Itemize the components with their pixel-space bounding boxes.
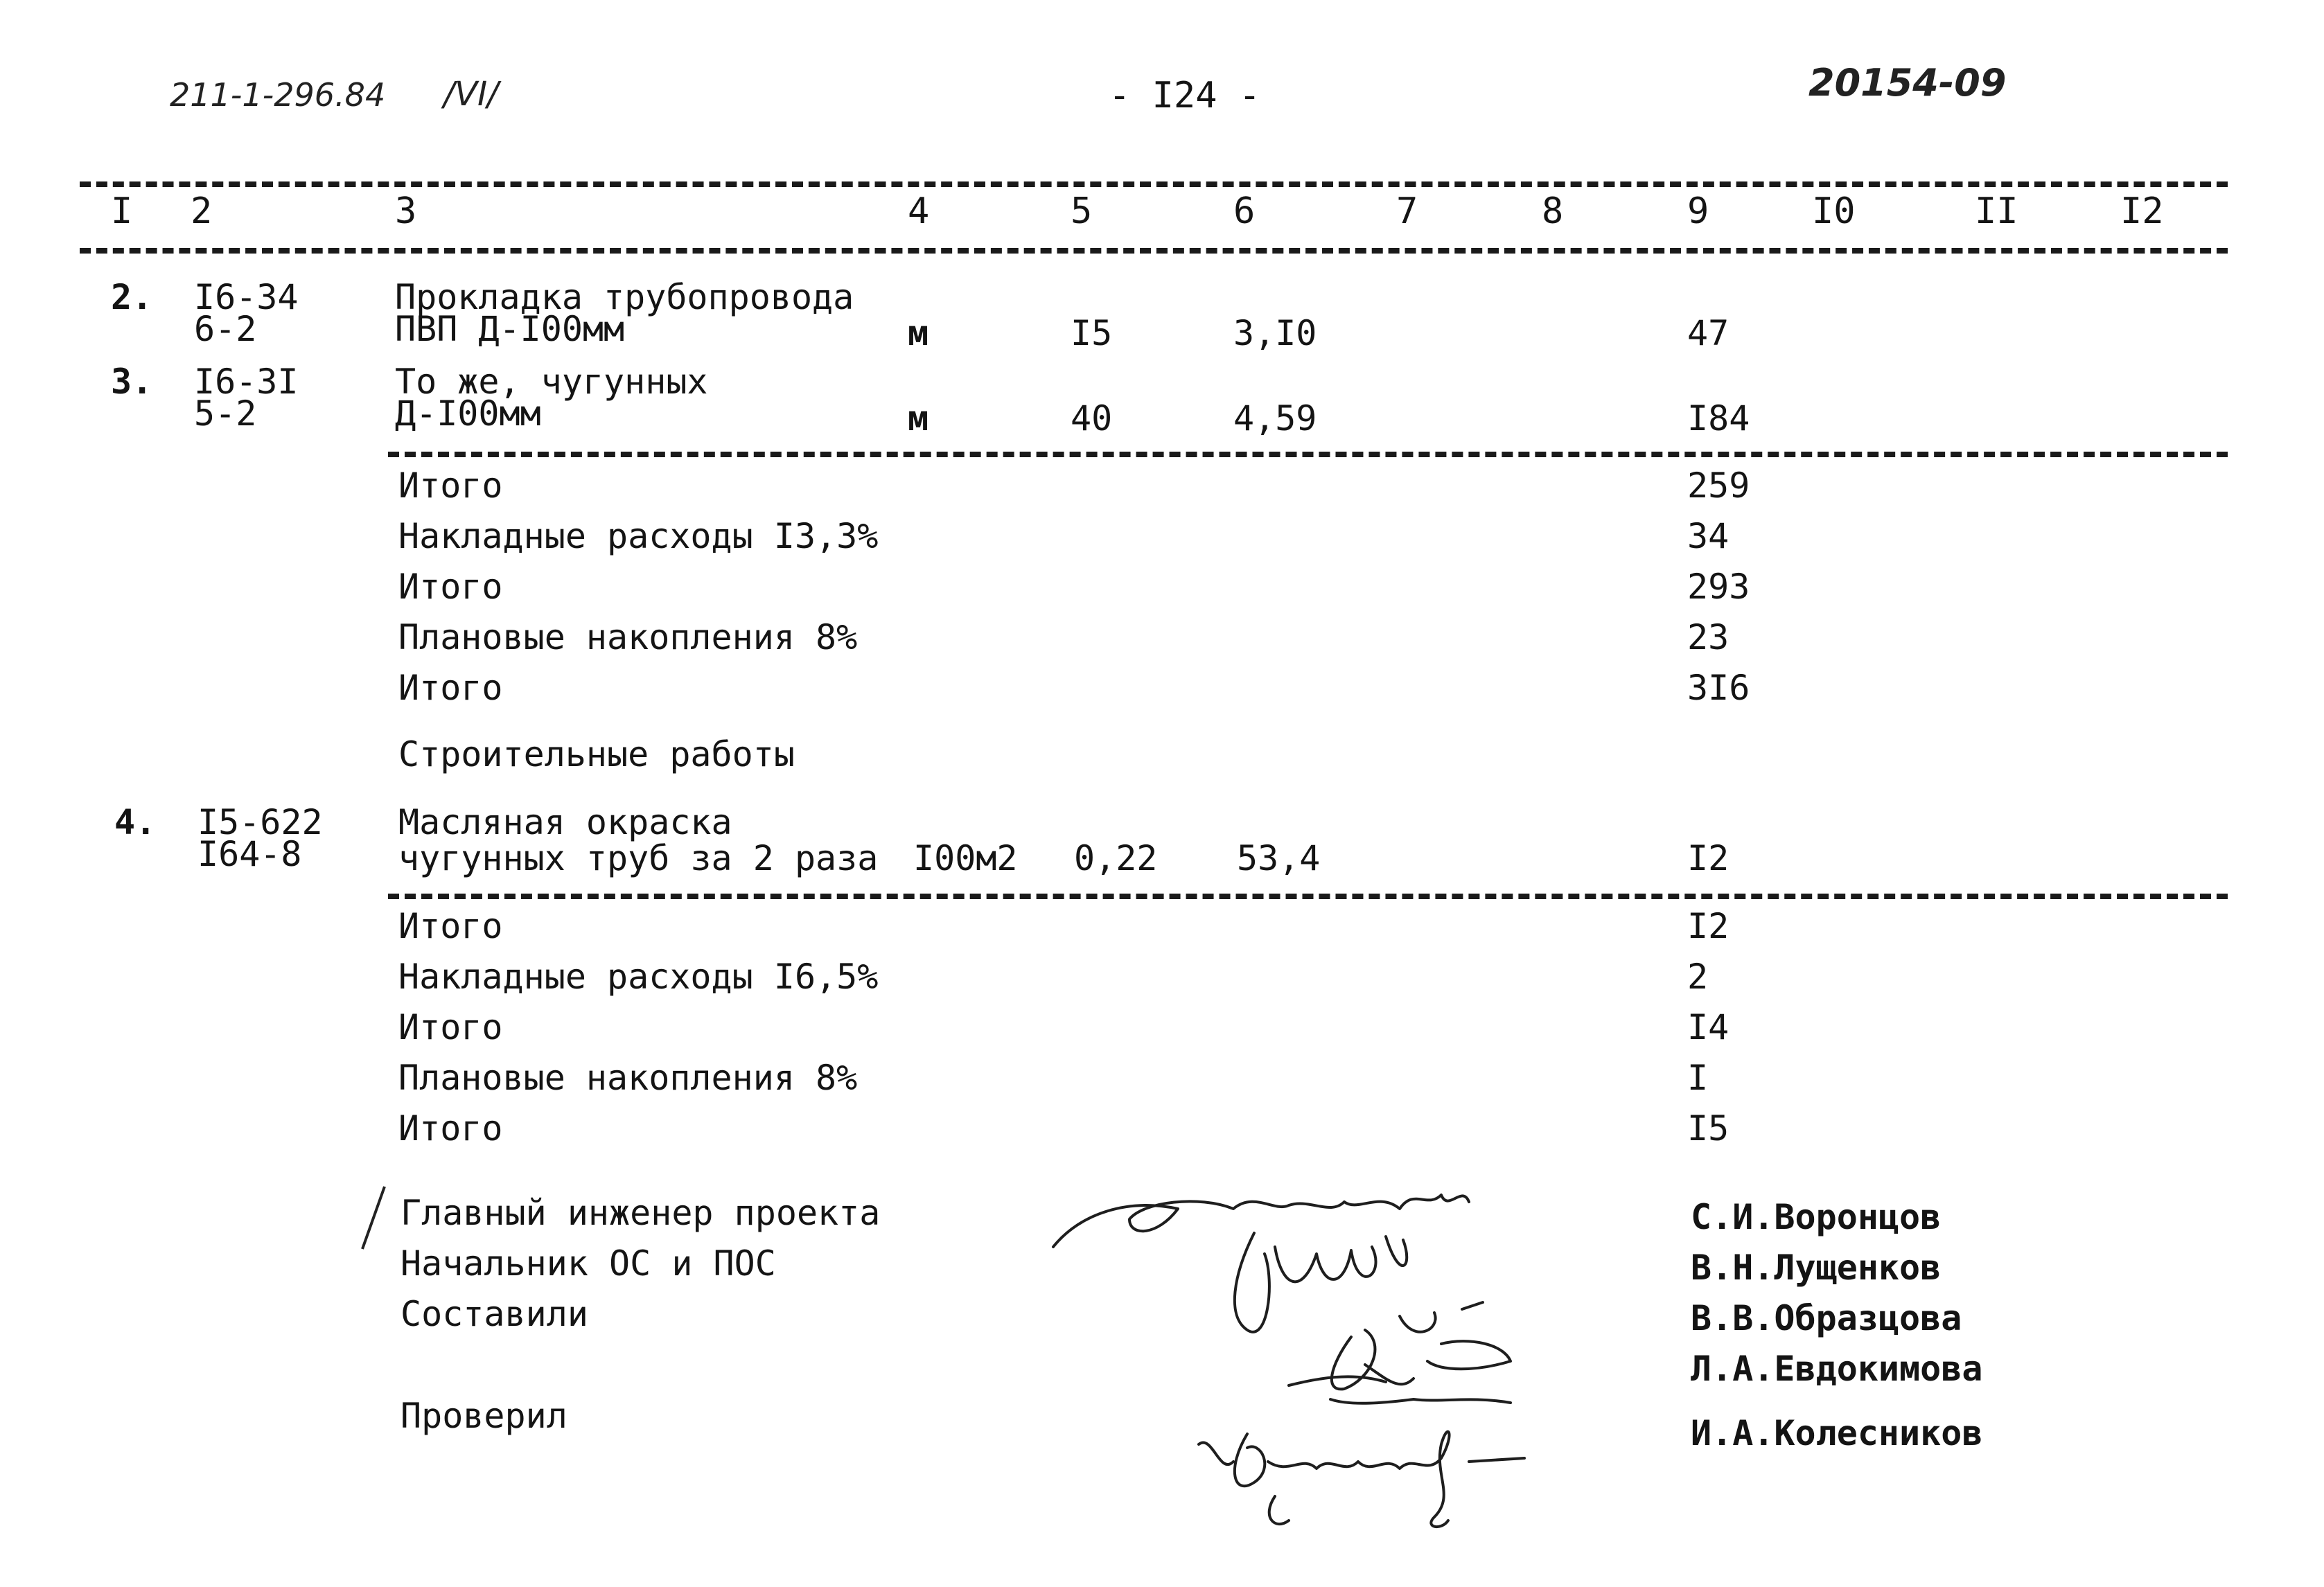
summary-label: Итого xyxy=(398,1108,503,1149)
row-number: 2. xyxy=(111,277,153,317)
col-2: 2 xyxy=(191,190,213,232)
document-code: 211-1-296.84 xyxy=(170,76,386,114)
row-qty: I5 xyxy=(1071,313,1113,353)
row-code-1: I6-3I xyxy=(194,362,299,402)
row-code-1: I5-622 xyxy=(197,802,323,842)
col-11: II xyxy=(1975,190,2018,232)
row-unit: м xyxy=(908,313,929,353)
section-number: /VI/ xyxy=(443,75,499,114)
handwritten-signatures xyxy=(1025,1171,1580,1531)
col-6: 6 xyxy=(1233,190,1256,232)
col-12: I2 xyxy=(2120,190,2164,232)
row-total: I84 xyxy=(1687,398,1750,438)
row-number: 3. xyxy=(111,362,153,402)
row-name-2: Д-I00мм xyxy=(395,393,541,434)
summary-label: Итого xyxy=(398,1007,503,1047)
name-3: В.В.Образцова xyxy=(1691,1298,1962,1338)
col-10: I0 xyxy=(1812,190,1856,232)
page-number: - I24 - xyxy=(1109,75,1261,116)
row-price: 53,4 xyxy=(1237,838,1321,878)
col-9: 9 xyxy=(1687,190,1709,232)
role-checked-by: Проверил xyxy=(400,1396,567,1436)
row-price: 3,I0 xyxy=(1233,313,1317,353)
row-name-2: ПВП Д-I00мм xyxy=(395,309,625,349)
col-4: 4 xyxy=(908,190,930,232)
row-name-1: То же, чугунных xyxy=(395,362,708,402)
summary-label: Плановые накопления 8% xyxy=(398,1058,858,1098)
summary-label: Итого xyxy=(398,906,503,946)
row-code-2: I64-8 xyxy=(197,834,302,874)
row-code-2: 5-2 xyxy=(194,393,257,434)
name-1: С.И.Воронцов xyxy=(1691,1197,1942,1237)
section-title: Строительные работы xyxy=(398,734,795,774)
summary-label: Итого xyxy=(398,466,503,506)
row-total: I2 xyxy=(1687,838,1729,878)
subtotal-rule xyxy=(388,894,2228,899)
row-qty: 40 xyxy=(1071,398,1113,438)
summary-value: I xyxy=(1687,1058,1709,1098)
row-price: 4,59 xyxy=(1233,398,1317,438)
summary-label: Накладные расходы I3,3% xyxy=(398,516,879,556)
name-5: И.А.Колесников xyxy=(1691,1413,1983,1453)
row-unit: I00м2 xyxy=(913,838,1018,878)
summary-label: Плановые накопления 8% xyxy=(398,617,858,657)
header-rule-top xyxy=(80,181,2228,187)
summary-label: Итого xyxy=(398,668,503,708)
role-chief-engineer: Главный инженер проекта xyxy=(400,1193,881,1233)
summary-value: 2 xyxy=(1687,957,1709,997)
role-department-head: Начальник ОС и ПОС xyxy=(400,1243,776,1284)
subtotal-rule xyxy=(388,452,2228,457)
row-name-1: Масляная окраска xyxy=(398,802,732,842)
row-name-2: чугунных труб за 2 раза xyxy=(398,838,879,878)
role-compiled-by: Составили xyxy=(400,1294,588,1334)
summary-value: 293 xyxy=(1687,567,1750,607)
row-number: 4. xyxy=(114,802,157,842)
summary-value: I2 xyxy=(1687,906,1729,946)
summary-value: 23 xyxy=(1687,617,1729,657)
row-code-2: 6-2 xyxy=(194,309,257,349)
name-2: В.Н.Лущенков xyxy=(1691,1248,1942,1288)
summary-value: I5 xyxy=(1687,1108,1729,1149)
col-1: I xyxy=(111,190,133,232)
slash-mark xyxy=(357,1183,391,1252)
header-rule-bottom xyxy=(80,248,2228,254)
summary-value: I4 xyxy=(1687,1007,1729,1047)
col-3: 3 xyxy=(395,190,417,232)
col-7: 7 xyxy=(1396,190,1418,232)
row-code-1: I6-34 xyxy=(194,277,299,317)
summary-label: Итого xyxy=(398,567,503,607)
row-total: 47 xyxy=(1687,313,1729,353)
col-5: 5 xyxy=(1071,190,1093,232)
summary-value: 34 xyxy=(1687,516,1729,556)
summary-label: Накладные расходы I6,5% xyxy=(398,957,879,997)
row-unit: м xyxy=(908,398,929,438)
summary-value: 259 xyxy=(1687,466,1750,506)
row-name-1: Прокладка трубопровода xyxy=(395,277,854,317)
col-8: 8 xyxy=(1542,190,1564,232)
row-qty: 0,22 xyxy=(1074,838,1158,878)
archive-stamp: 20154-09 xyxy=(1808,61,2007,105)
name-4: Л.А.Евдокимова xyxy=(1691,1349,1983,1389)
summary-value: 3I6 xyxy=(1687,668,1750,708)
